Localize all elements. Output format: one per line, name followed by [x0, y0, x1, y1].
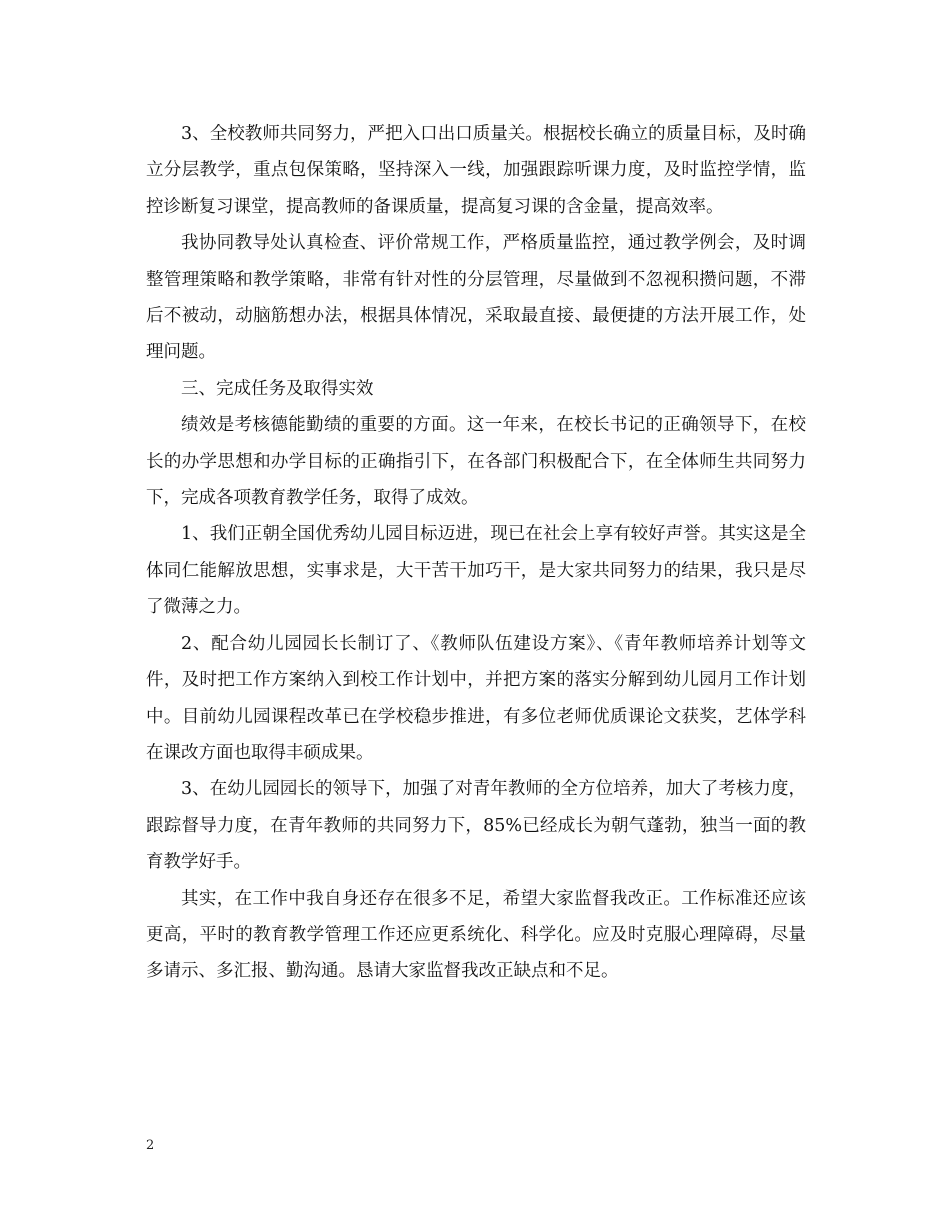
paragraph: 我协同教导处认真检查、评价常规工作，严格质量监控，通过教学例会，及时调整管理策略和教学策略，非常有针对性的分层管理，尽量做到不忽视积攒问题，不滞后不被动，动脑筋想办法，根据具体情况，采取最直接、最便捷的方法开展工作，处理问题。	[146, 233, 806, 363]
paragraph: 绩效是考核德能勤绩的重要的方面。这一年来，在校长书记的正确领导下，在校长的办学思想和办学目标的正确指引下，在各部门积极配合下，在全体师生共同努力下，完成各项教育教学任务，取得了成效。	[146, 415, 806, 509]
paragraph: 1、我们正朝全国优秀幼儿园目标迈进，现已在社会上享有较好声誉。其实这是全体同仁能解放思想，实事求是，大干苦干加巧干，是大家共同努力的结果，我只是尽了微薄之力。	[146, 524, 806, 618]
paragraph: 3、在幼儿园园长的领导下，加强了对青年教师的全方位培养，加大了考核力度，跟踪督导力度，在青年教师的共同努力下，85%已经成长为朝气蓬勃，独当一面的教育教学好手。	[146, 779, 806, 873]
paragraph: 其实，在工作中我自身还存在很多不足，希望大家监督我改正。工作标准还应该更高，平时的教育教学管理工作还应更系统化、科学化。应及时克服心理障碍，尽量多请示、多汇报、勤沟通。恳请大家监督我改正缺点和不足。	[146, 888, 806, 982]
paragraph: 2、配合幼儿园园长长制订了、《教师队伍建设方案》、《青年教师培养计划等文件，及时把工作方案纳入到校工作计划中，并把方案的落实分解到幼儿园月工作计划中。目前幼儿园课程改革已在学校稳步推进，有多位老师优质课论文获奖，艺体学科在课改方面也取得丰硕成果。	[146, 633, 806, 763]
paragraph: 3、全校教师共同努力，严把入口出口质量关。根据校长确立的质量目标，及时确立分层教学，重点包保策略，坚持深入一线，加强跟踪听课力度，及时监控学情，监控诊断复习课堂，提高教师的备课质量，提高复习课的含金量，提高效率。	[146, 124, 806, 217]
section-heading: 三、完成任务及取得实效	[181, 378, 374, 399]
page-number: 2	[146, 1138, 155, 1153]
document-body	[146, 116, 806, 990]
